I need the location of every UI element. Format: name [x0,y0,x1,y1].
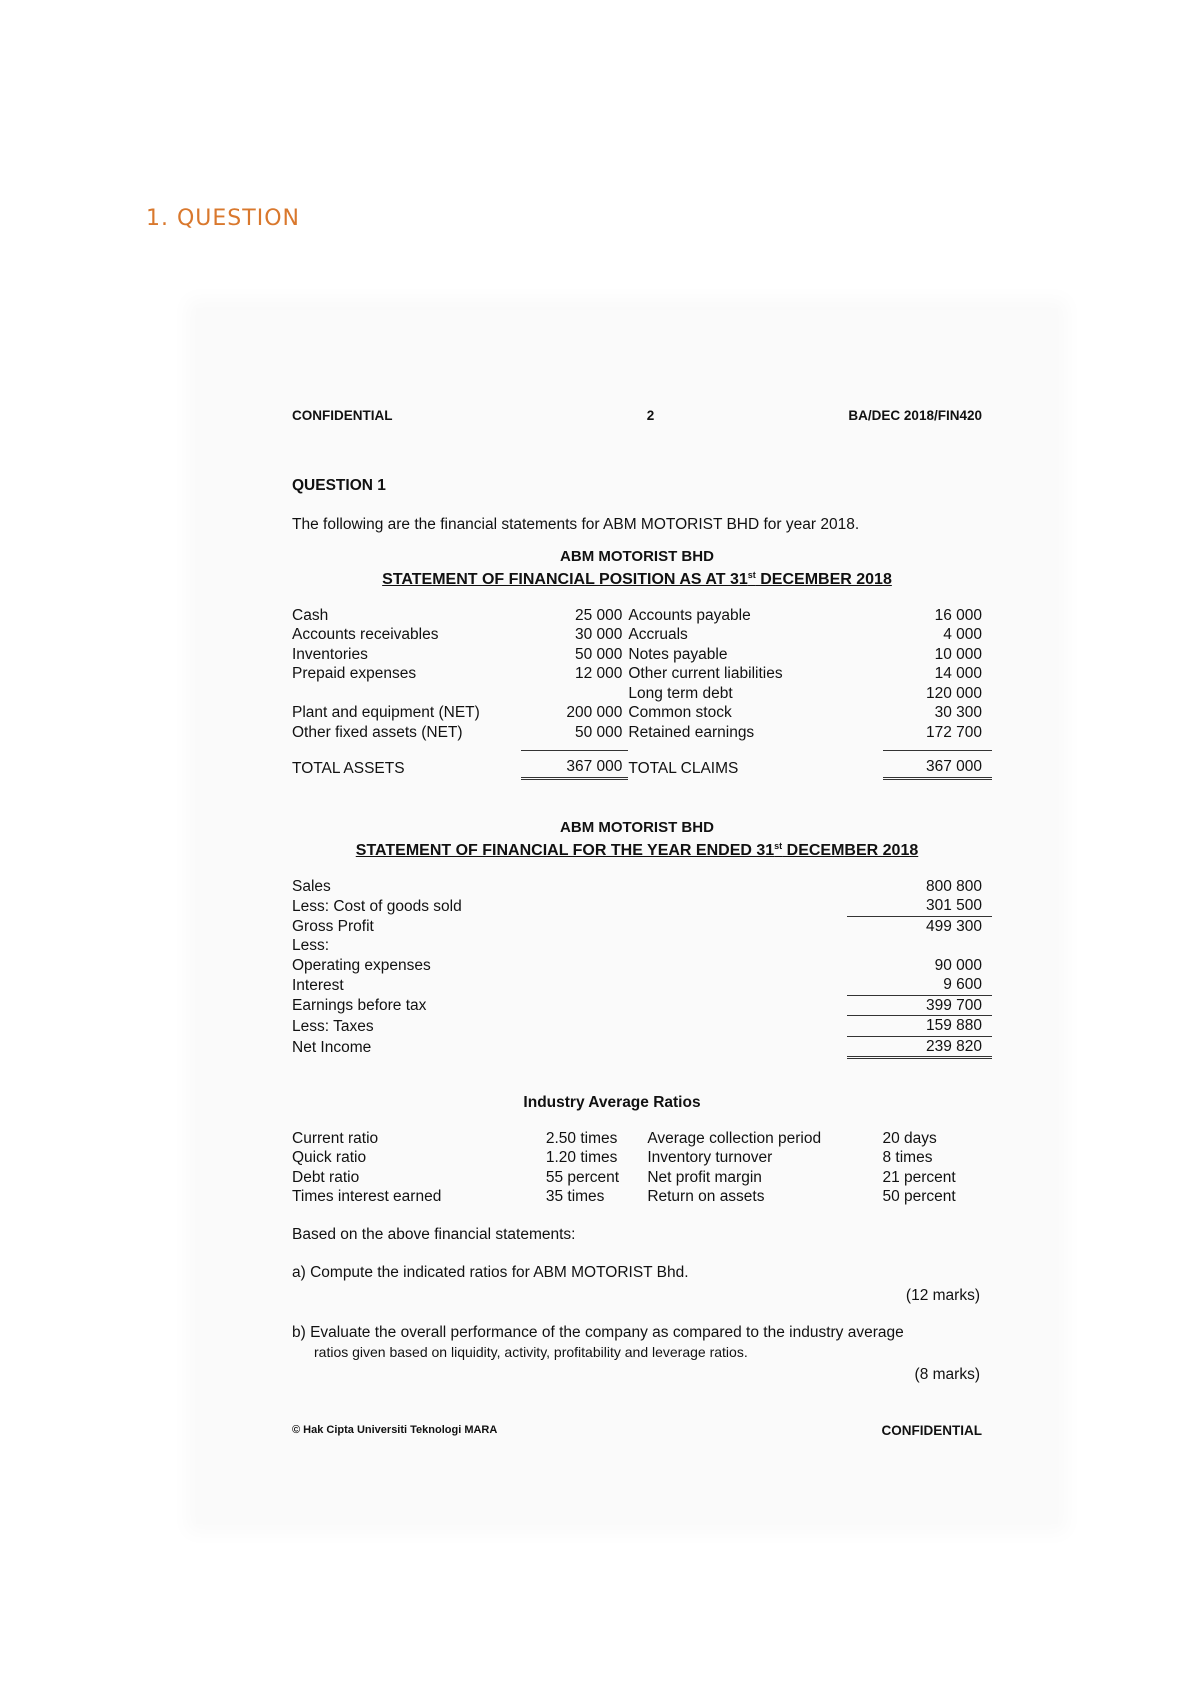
claim-value: 4 000 [943,626,982,643]
ratio-label: Debt ratio [292,1168,360,1186]
line-item-value: 301 500 [847,896,992,916]
ratio-label: Current ratio [292,1129,379,1147]
scanned-exam-page [196,308,1058,1524]
part-a-marks: (12 marks) [905,1286,980,1304]
claim-value: 172 700 [925,723,982,741]
line-item-value: 90 000 [934,956,982,974]
line-item-label: Less: Taxes [292,1017,374,1035]
asset-value: 50 000 [574,723,623,741]
table-row [292,956,992,976]
line-item-value: 499 300 [925,917,982,935]
table-row [292,703,992,723]
claim-value: 14 000 [934,665,982,682]
claim-value: 30 300 [934,704,982,721]
table-row [292,625,992,645]
ratio-value: 50 percent [882,1188,956,1205]
total-claims-label: TOTAL CLAIMS [628,759,739,777]
table-row [292,936,992,956]
claim-label: Accruals [628,626,688,643]
question-title: QUESTION 1 [292,476,386,494]
claim-value: 120 000 [925,684,982,702]
table-spacer [292,742,992,751]
line-item-label: Operating expenses [292,956,431,974]
ratio-label: Inventory turnover [647,1149,773,1166]
table-row [292,684,992,704]
line-item-value: 239 820 [847,1036,992,1058]
line-item-label: Less: Cost of goods sold [292,897,462,915]
line-item-label: Sales [292,877,331,895]
ratio-value: 1.20 times [545,1149,618,1166]
claim-label: Common stock [628,704,732,721]
total-assets-value: 367 000 [521,751,628,779]
line-item-value: 399 700 [847,995,992,1016]
ratio-label: Times interest earned [292,1188,442,1205]
income-statement-title: STATEMENT OF FINANCIAL FOR THE YEAR ENDED 31st DECEMBER 2018 [355,841,919,859]
question-intro: The following are the financial statements for ABM MOTORIST BHD for year 2018. [292,516,860,533]
table-row [292,723,992,743]
table-row [292,1187,982,1207]
balance-sheet-table [292,606,992,780]
question-instruction: Based on the above financial statements: [292,1225,576,1243]
industry-ratios-title: Industry Average Ratios [523,1094,701,1111]
part-b-question [292,1323,982,1362]
line-item-label: Net Income [292,1039,372,1056]
footer-confidential: CONFIDENTIAL [881,1422,982,1438]
part-a-question: a) Compute the indicated ratios for ABM MOTORIST Bhd. [292,1264,689,1281]
part-b-line-2: ratios given based on liquidity, activity, profitability and leverage ratios. [314,1343,748,1360]
asset-label: Cash [292,606,329,624]
header-course-code: BA/DEC 2018/FIN420 [848,408,982,423]
claim-label: Notes payable [628,645,728,663]
total-assets-label: TOTAL ASSETS [292,759,405,777]
ratio-label: Quick ratio [292,1149,367,1166]
table-row [292,916,992,936]
header-confidential: CONFIDENTIAL [292,408,393,423]
part-b-marks: (8 marks) [914,1366,980,1383]
footer-copyright: © Hak Cipta Universiti Teknologi MARA [292,1423,498,1436]
income-statement-heading [292,818,982,861]
total-claims-value: 367 000 [883,751,992,779]
asset-label: Inventories [292,645,368,663]
asset-value: 200 000 [566,704,623,721]
table-row [292,1148,982,1168]
table-row [292,606,992,626]
table-row [292,896,992,916]
balance-sheet-total-row [292,751,992,779]
income-statement-table [292,877,992,1060]
ratio-label: Return on assets [647,1188,765,1205]
ratio-label: Average collection period [647,1129,822,1147]
ratio-value: 55 percent [545,1168,620,1186]
line-item-value: 800 800 [925,877,982,895]
claim-label: Retained earnings [628,723,755,741]
balance-sheet-heading [292,547,982,590]
line-item-label: Gross Profit [292,917,374,935]
claim-value: 10 000 [934,645,982,663]
ratio-value: 35 times [545,1188,605,1205]
ratio-label: Net profit margin [647,1168,762,1186]
asset-label: Other fixed assets (NET) [292,723,463,741]
line-item-label: Earnings before tax [292,997,427,1014]
page-footer [292,1421,982,1441]
asset-value: 50 000 [574,645,623,663]
ratio-value: 8 times [882,1149,933,1166]
line-item-value [847,936,992,956]
section-heading: 1. QUESTION [146,206,300,231]
table-row [292,664,992,684]
income-statement-company: ABM MOTORIST BHD [560,818,714,836]
part-b-line-1: b) Evaluate the overall performance of the company as compared to the industry average [292,1324,904,1341]
table-row [292,645,992,665]
asset-label: Plant and equipment (NET) [292,704,480,721]
balance-sheet-title: STATEMENT OF FINANCIAL POSITION AS AT 31st DECEMBER 2018 [382,570,892,588]
table-row [292,1036,992,1058]
line-item-label: Interest [292,976,344,994]
asset-value: 12 000 [574,665,623,682]
page-header [292,406,982,426]
claim-label: Accounts payable [628,606,751,624]
header-page-number: 2 [646,408,655,423]
asset-value: 30 000 [574,626,623,643]
line-item-value: 9 600 [847,975,992,995]
claim-label: Other current liabilities [628,665,783,682]
balance-sheet-company: ABM MOTORIST BHD [560,547,714,565]
asset-label: Prepaid expenses [292,665,417,682]
industry-ratios-table [292,1129,982,1207]
line-item-label: Less: [292,937,330,954]
table-row [292,975,992,995]
exam-page-content [292,406,982,1440]
table-row [292,1129,982,1149]
claim-label: Long term debt [628,684,733,702]
ratio-value: 20 days [882,1129,937,1147]
asset-value [521,684,628,704]
claim-value: 16 000 [934,606,982,624]
table-row [292,877,992,897]
ratio-value: 2.50 times [545,1129,618,1147]
asset-value: 25 000 [574,606,623,624]
line-item-value: 159 880 [847,1016,992,1037]
table-row [292,1168,982,1188]
ratio-value: 21 percent [882,1168,956,1186]
asset-label [292,684,521,704]
table-row [292,1016,992,1037]
asset-label: Accounts receivables [292,626,439,643]
table-row [292,995,992,1016]
